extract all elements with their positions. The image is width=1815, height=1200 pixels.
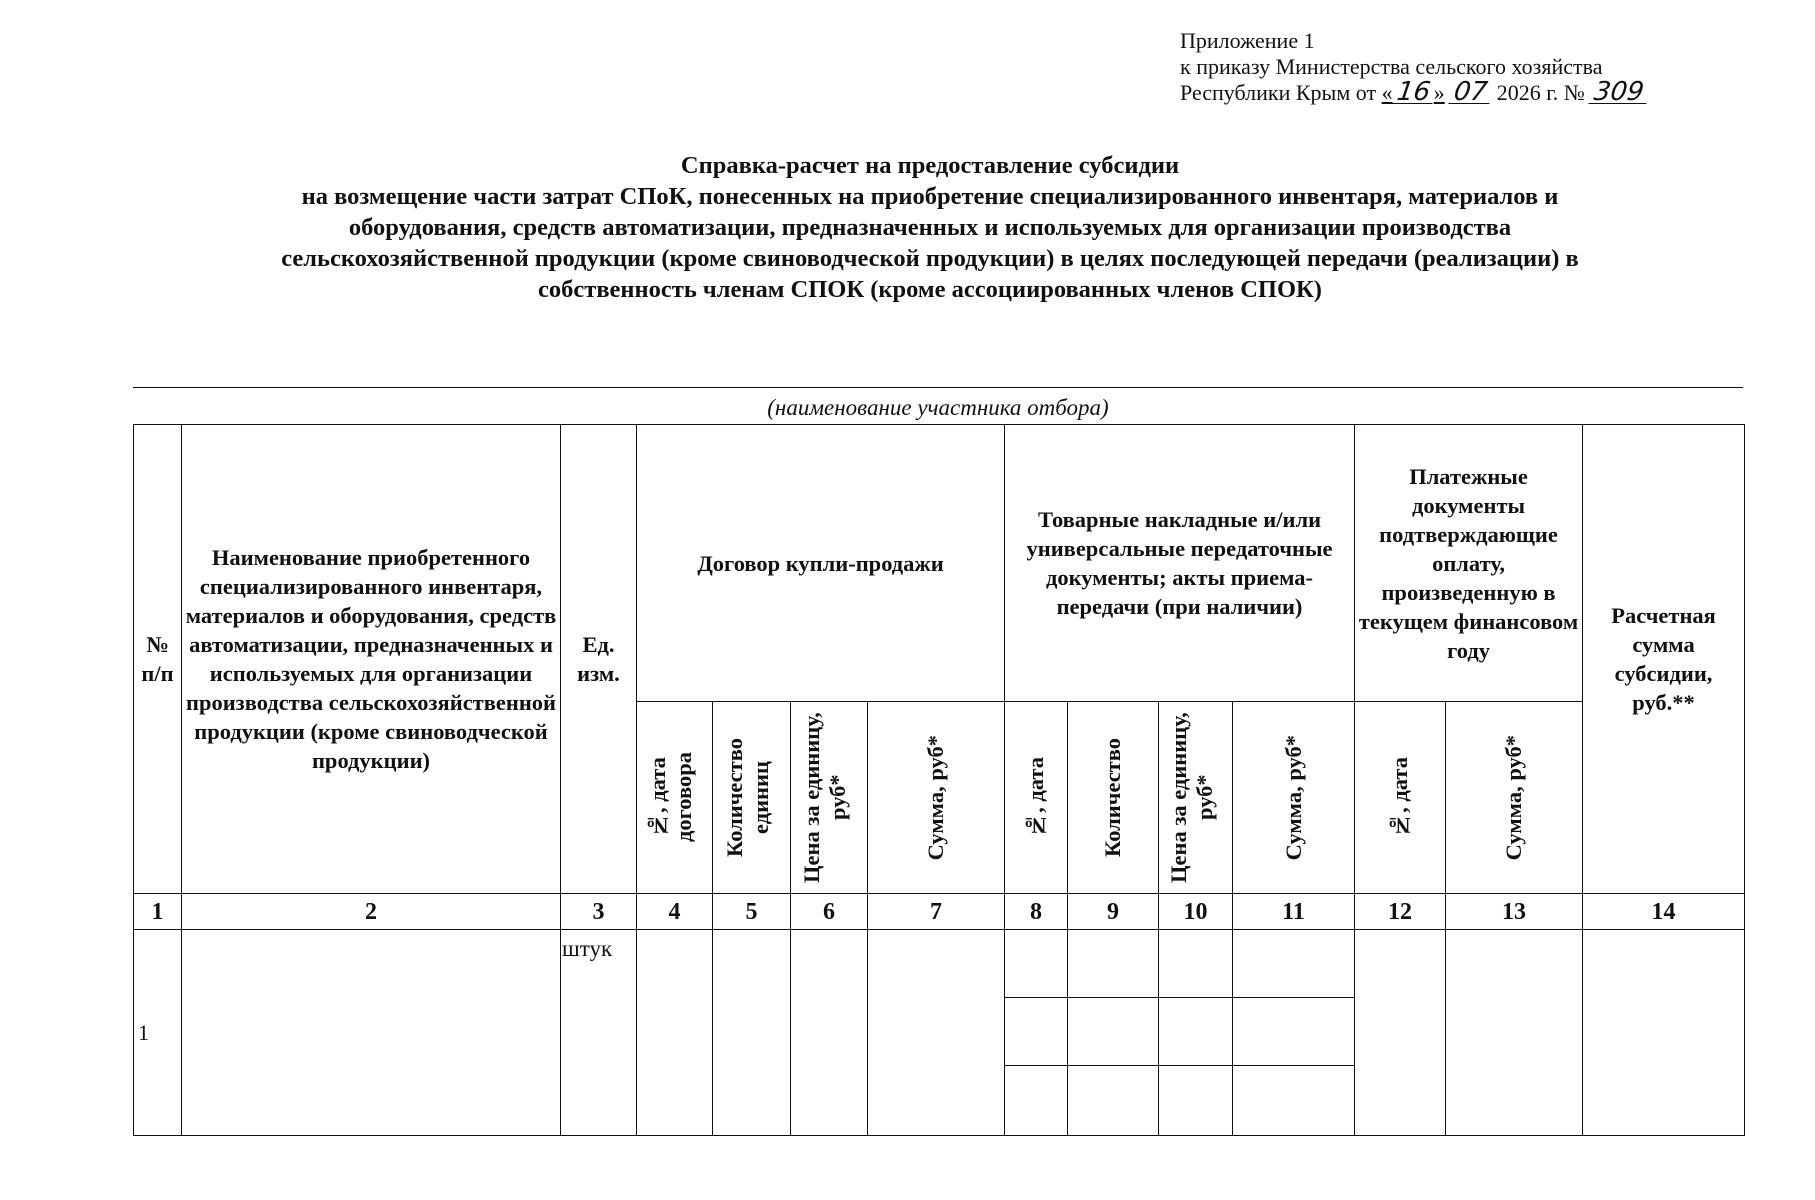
column-number: 9 [1068,894,1159,930]
column-number-row [134,894,1745,930]
header-invoice-no-date [1005,702,1068,894]
column-number: 3 [561,894,637,930]
appendix-quote-close: » [1433,80,1445,105]
column-number: 4 [637,894,713,930]
column-number: 14 [1583,894,1745,930]
invoice-sum-cell[interactable] [1233,930,1355,1136]
header-payment-no-date-text: №, дата [1387,757,1413,838]
header-payment-sum [1446,702,1583,894]
row-number: 1 [138,1020,149,1045]
appendix-block [1180,28,1740,106]
title-line-1: Справка-расчет на предоставление субсидии [680,152,1180,179]
column-number: 5 [713,894,791,930]
header-contract-qty [713,702,791,894]
subsidy-calculation-table [133,424,1745,1136]
table-row [134,930,1745,1136]
contract-price-cell[interactable] [791,930,868,1136]
column-number: 7 [868,894,1005,930]
appendix-day: 16 [1391,81,1435,104]
subsidy-sum-cell[interactable] [1583,930,1745,1136]
column-number: 1 [134,894,182,930]
document-title [130,150,1730,305]
org-name-field[interactable] [133,387,1743,388]
unit-value: штук [562,936,613,961]
appendix-number: 309 [1589,81,1650,104]
header-contract-sum-text: Сумма, руб* [923,734,948,861]
header-subsidy: Расчетная сумма субсидии, руб.** [1583,425,1745,894]
header-invoice-sum-text: Сумма, руб* [1280,734,1306,861]
contract-no-date-cell[interactable] [637,930,713,1136]
header-contract-no-date-text: №, дата договора [644,752,696,843]
column-number: 13 [1446,894,1583,930]
invoice-qty-cell[interactable] [1068,930,1159,1136]
contract-sum-cell[interactable] [868,930,1005,1136]
header-invoices: Товарные накладные и/или универсальные передаточные документы; акты приема-передачи (при наличии) [1005,425,1355,702]
row-number-cell[interactable] [134,930,182,1136]
header-contract-no-date [637,702,713,894]
column-number: 8 [1005,894,1068,930]
column-number: 11 [1233,894,1355,930]
header-invoice-price [1159,702,1233,894]
header-invoice-qty [1068,702,1159,894]
header-invoice-qty-text: Количество [1100,738,1126,857]
title-line-5: собственность членам СПОК (кроме ассоциированных членов СПОК) [538,276,1322,303]
unit-cell[interactable] [561,930,637,1136]
title-line-2: на возмещение части затрат СПоК, понесенных на приобретение специализированного инвентаря, материалов и [301,183,1559,210]
header-invoice-price-text: Цена за единицу, руб* [1165,712,1217,883]
appendix-month: 07 [1449,81,1493,104]
appendix-republic-text: Республики Крым от [1180,80,1382,105]
title-line-3: оборудования, средств автоматизации, предназначенных и используемых для организации производства [348,214,1512,241]
column-number: 2 [182,894,561,930]
appendix-date-line [1180,77,1740,107]
header-contract: Договор купли-продажи [637,425,1005,702]
contract-qty-cell[interactable] [713,930,791,1136]
header-unit: Ед. изм. [561,425,637,894]
header-payment-no-date [1355,702,1446,894]
header-payments: Платежные документы подтверждающие оплату, произведенную в текущем финансовом году [1355,425,1583,702]
header-payment-sum-text: Сумма, руб* [1501,734,1527,861]
header-contract-price [791,702,868,894]
invoice-price-cell[interactable] [1159,930,1233,1136]
header-item-name: Наименование приобретенного специализированного инвентаря, материалов и оборудования, средств автоматизации, предназначенных и используемых для организации производства сельскохозяйственной продукции (кроме свиноводческой продукции) [182,425,561,894]
appendix-order-ref: к приказу Министерства сельского хозяйства [1180,54,1603,79]
appendix-quote-open: « [1381,80,1393,105]
appendix-year: 2026 г. № [1496,80,1585,105]
appendix-title: Приложение 1 [1180,28,1315,53]
header-row-number: № п/п [134,425,182,894]
header-invoice-no-date-text: №, дата [1023,757,1049,838]
payment-no-date-cell[interactable] [1355,930,1446,1136]
org-name-caption: (наименование участника отбора) [767,395,1109,420]
column-number: 10 [1159,894,1233,930]
payment-sum-cell[interactable] [1446,930,1583,1136]
header-contract-qty-text: Количество единиц [721,738,773,857]
item-name-cell[interactable] [182,930,561,1136]
header-invoice-sum [1233,702,1355,894]
header-contract-sum [868,702,1005,894]
title-line-4: сельскохозяйственной продукции (кроме свиноводческой продукции) в целях последующей передачи (реализации) в [281,245,1579,272]
invoice-no-date-cell[interactable] [1005,930,1068,1136]
header-contract-price-text: Цена за единицу, руб* [799,712,850,883]
column-number: 6 [791,894,868,930]
column-number: 12 [1355,894,1446,930]
